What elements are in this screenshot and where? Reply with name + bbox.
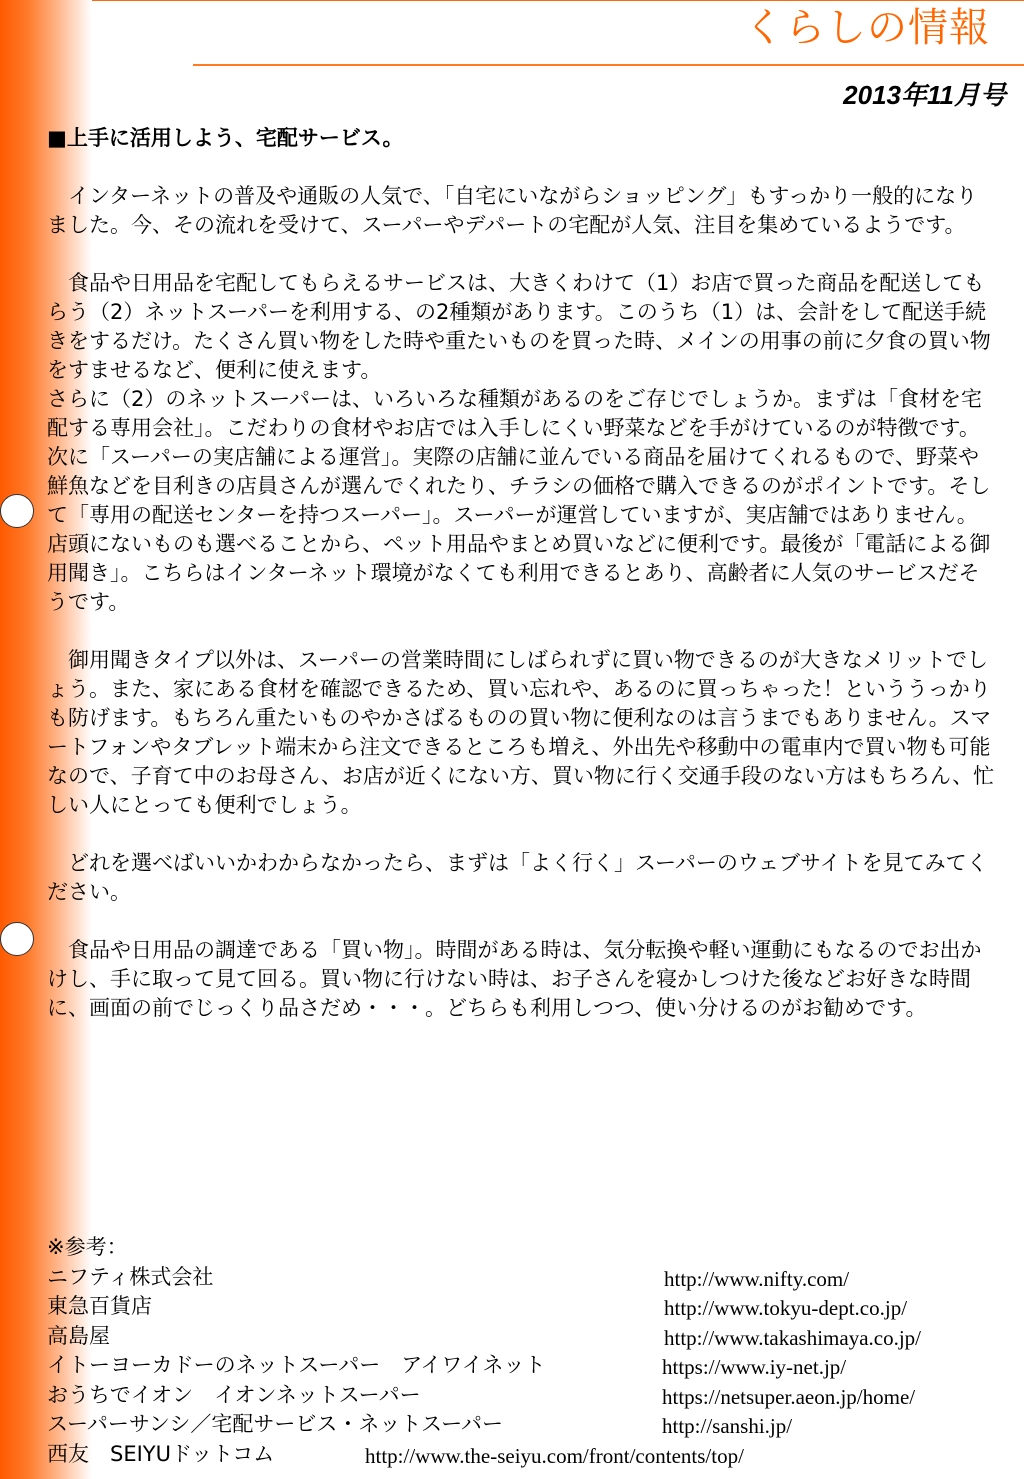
reference-name: ニフティ株式会社 (47, 1264, 214, 1289)
binder-hole (0, 494, 34, 528)
reference-name: スーパーサンシ／宅配サービス・ネットスーパー (47, 1412, 504, 1436)
reference-url-link[interactable]: http://www.nifty.com/ (664, 1266, 850, 1291)
article-paragraph: 食品や日用品の調達である「買い物」。時間がある時は、気分転換や軽い運動にもなるのでお出かけし、手に取って見て回る。買い物に行けない時は、お子さんを寝かしつけた後などお好きな時間に、画面の前でじっくり品さだめ・・・。どちらも利用しつつ、使い分けるのがお勧めです。 (47, 938, 982, 1020)
reference-url-link[interactable]: http://www.takashimaya.co.jp/ (664, 1325, 922, 1350)
reference-name: 東急百貨店 (47, 1294, 152, 1318)
reference-url-link[interactable]: https://netsuper.aeon.jp/home/ (662, 1384, 916, 1409)
reference-url-link[interactable]: https://www.iy-net.jp/ (662, 1355, 847, 1379)
article-paragraph: 御用聞きタイプ以外は、スーパーの営業時間にしばられずに買い物できるのが大きなメリットでしょう。また、家にある食材を確認できるため、買い忘れや、あるのに買っちゃった！といううっかりも防げます。もちろん重たいものやかさばるものの買い物に便利なのは言うまでもありません。スマートフォンやタブレット端末から注文できるところも増え、外出先や移動中の電車内で買い物も可能なので、子育て中のお母さん、お店が近くにない方、買い物に行く交通手段のない方はもちろん、忙しい人にとっても便利でしょう。 (47, 648, 995, 817)
references-label-row (47, 1233, 1007, 1263)
reference-item (47, 1410, 1007, 1440)
reference-item (47, 1322, 1007, 1352)
references (47, 1233, 1007, 1469)
article-paragraph: さらに（2）のネットスーパーは、いろいろな種類があるのをご存じでしょうか。まずは「食材を宅配する専用会社」。こだわりの食材やお店では入手しにくい野菜などを手がけているのが特徴です。次に「スーパーの実店舗による運営」。実際の店舗に並んでいる商品を届けてくれるもので、野菜や鮮魚などを目利きの店員さんが選んでくれたり、チラシの価格で購入できるのがポイントです。そして「専用の配送センターを持つスーパー」。スーパーが運営していますが、実店舗ではありません。店頭にないものも選べることから、ペット用品やまとめ買いなどに便利です。最後が「電話による御用聞き」。こちらはインターネット環境がなくても利用できるとあり、高齢者に人気のサービスだそうです。 (47, 387, 991, 614)
reference-name: 高島屋 (47, 1323, 110, 1348)
article-paragraph: インターネットの普及や通販の人気で、「自宅にいながらショッピング」もすっかり一般的になりました。今、その流れを受けて、スーパーやデパートの宅配が人気、注目を集めているようです。 (47, 184, 978, 237)
page-title: くらしの情報 (744, 5, 990, 51)
reference-url-link[interactable]: http://sanshi.jp/ (662, 1414, 793, 1438)
binder-hole (0, 922, 34, 956)
reference-item (47, 1440, 1007, 1470)
article-heading: ■上手に活用しよう、宅配サービス。 (47, 126, 404, 150)
header-divider (193, 64, 1024, 66)
reference-item (47, 1263, 1007, 1293)
reference-name: イトーヨーカドーのネットスーパー アイワイネット (47, 1353, 546, 1377)
reference-item (47, 1351, 1007, 1381)
reference-url-link[interactable]: http://www.tokyu-dept.co.jp/ (664, 1296, 908, 1320)
article-paragraph: どれを選べばいいかわからなかったら、まずは「よく行く」スーパーのウェブサイトを見てみてください。 (47, 851, 988, 904)
reference-url-link[interactable]: http://www.the-seiyu.com/front/contents/top/ (365, 1443, 744, 1468)
reference-name: 西友 SEIYUドットコム (47, 1441, 275, 1466)
issue-date: 2013年11月号 (843, 80, 1006, 110)
article-body (47, 124, 997, 1052)
article-paragraph: 食品や日用品を宅配してもらえるサービスは、大きくわけて（1）お店で買った商品を配送してもらう（2）ネットスーパーを利用する、の2種類があります。このうち（1）は、会計をして配送手続きをするだけ。たくさん買い物をした時や重たいものを買った時、メインの用事の前に夕食の買い物をすませるなど、便利に使えます。 (47, 271, 991, 382)
reference-item (47, 1292, 1007, 1322)
reference-item (47, 1381, 1007, 1411)
references-label: ※参考： (47, 1235, 128, 1259)
reference-name: おうちでイオン イオンネットスーパー (47, 1382, 421, 1407)
